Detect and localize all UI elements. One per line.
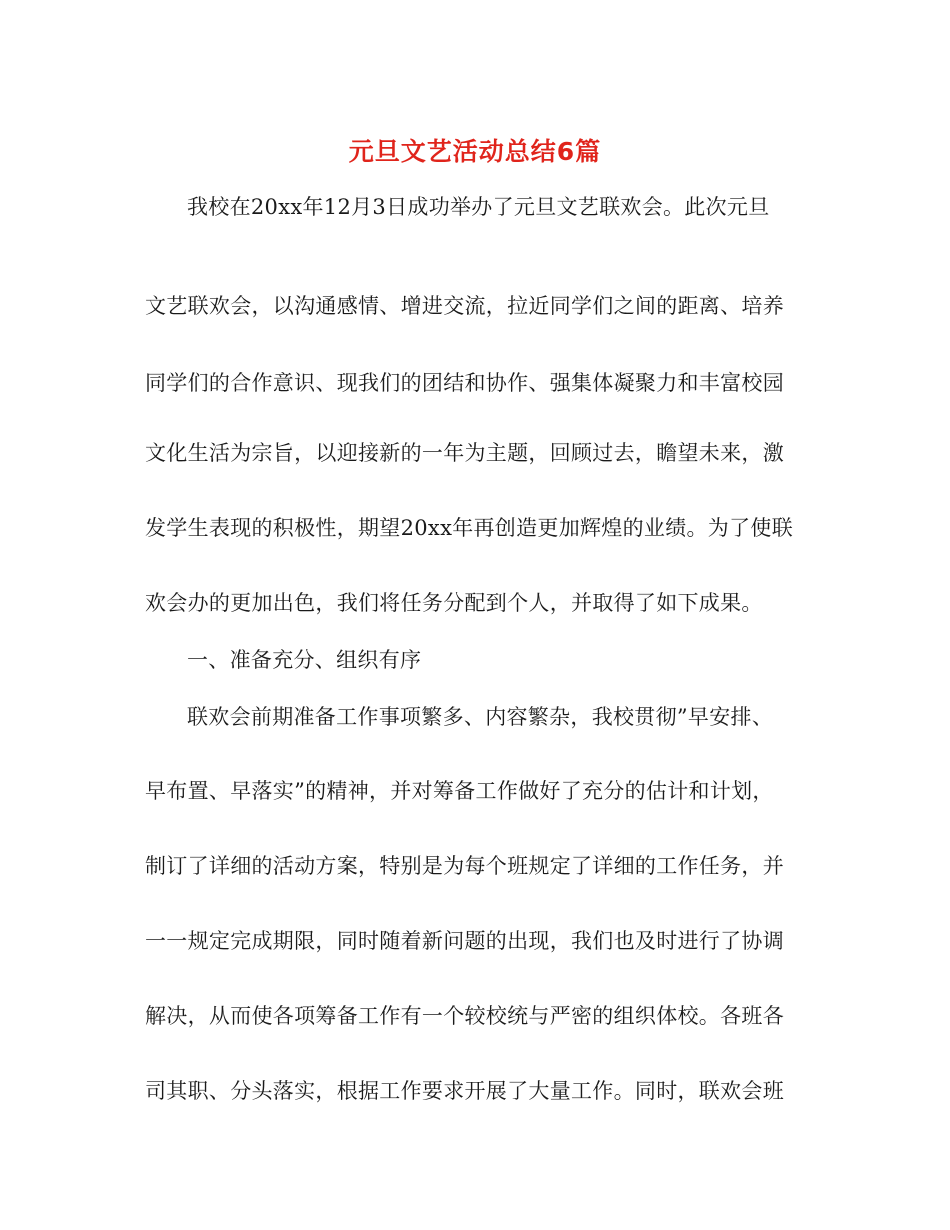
paragraph-line: 联欢会前期准备工作事项繁多、内容繁杂，我校贯彻”早安排、 <box>187 705 774 729</box>
paragraph-line: 文艺联欢会，以沟通感情、增进交流，拉近同学们之间的距离、培养 <box>145 294 784 318</box>
paragraph-line: 解决，从而使各项筹备工作有一个较校统与严密的组织体校。各班各 <box>145 1004 784 1028</box>
paragraph-line: 早布置、早落实”的精神，并对筹备工作做好了充分的估计和计划， <box>145 779 774 803</box>
paragraph-line: 欢会办的更加出色，我们将任务分配到个人，并取得了如下成果。 <box>145 591 763 615</box>
paragraph-line: 司其职、分头落实，根据工作要求开展了大量工作。同时，联欢会班 <box>145 1079 784 1103</box>
paragraph-line: 制订了详细的活动方案，特别是为每个班规定了详细的工作任务，并 <box>145 854 784 878</box>
section-heading: 一、准备充分、组织有序 <box>187 648 422 672</box>
paragraph-line: 文化生活为宗旨，以迎接新的一年为主题，回顾过去，瞻望未来，激 <box>145 441 784 465</box>
paragraph-line: 一一规定完成期限，同时随着新问题的出现，我们也及时进行了协调 <box>145 929 784 953</box>
paragraph-line: 发学生表现的积极性，期望20xx年再创造更加辉煌的业绩。为了使联 <box>145 516 794 540</box>
paragraph-line: 同学们的合作意识、现我们的团结和协作、强集体凝聚力和丰富校园 <box>145 371 784 395</box>
document-title: 元旦文艺活动总结6篇 <box>348 137 602 166</box>
paragraph-line: 我校在20xx年12月3日成功举办了元旦文艺联欢会。此次元旦 <box>187 195 770 219</box>
